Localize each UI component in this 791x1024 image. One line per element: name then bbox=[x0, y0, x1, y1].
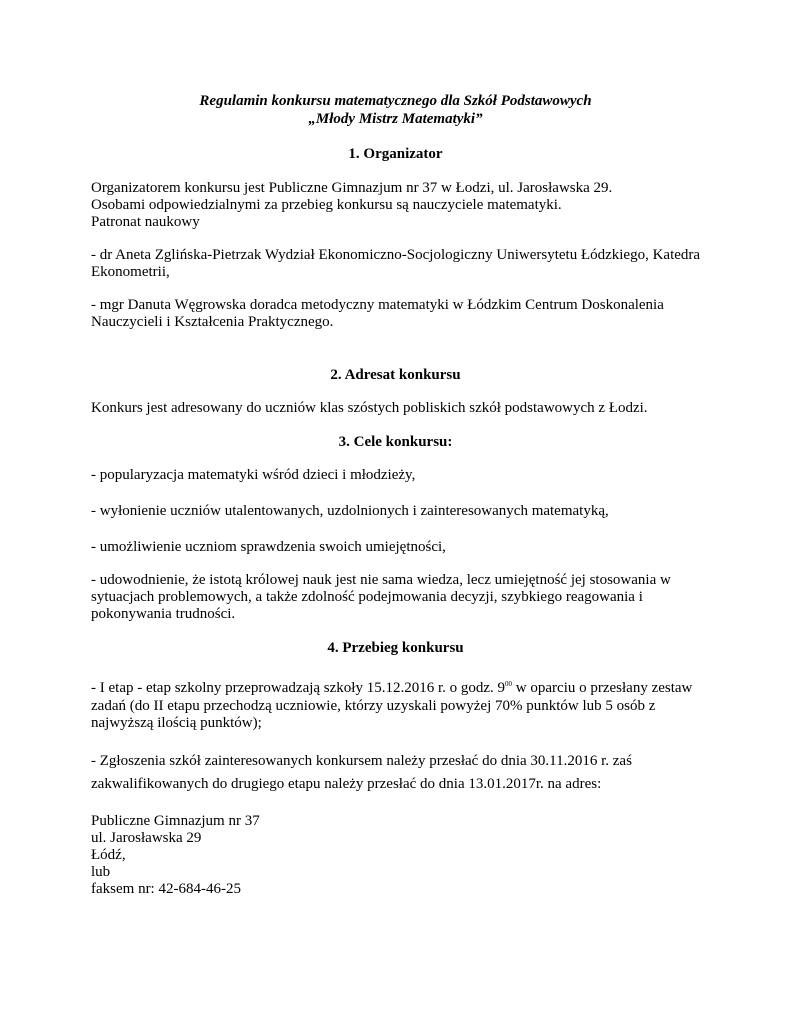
patron-line: - dr Aneta Zglińska-Pietrzak Wydział Ekonomiczno-Socjologiczny Uniwersytetu Łódzkiego, Katedra bbox=[91, 247, 701, 263]
registration-line: - Zgłoszenia szkół zainteresowanych konkursem należy przesłać do dnia 30.11.2016 r. zaś bbox=[91, 753, 632, 769]
organizer-line: Patronat naukowy bbox=[91, 214, 200, 230]
section-heading-addressee: 2. Adresat konkursu bbox=[330, 367, 461, 383]
goal-item: - umożliwienie uczniom sprawdzenia swoich umiejętności, bbox=[91, 539, 446, 555]
document-title-line2: „Młody Mistrz Matematyki” bbox=[308, 111, 483, 127]
goal-item: - wyłonienie uczniów utalentowanych, uzdolnionych i zainteresowanych matematyką, bbox=[91, 503, 609, 519]
stage1-suffix: w oparciu o przesłany zestaw bbox=[512, 680, 693, 696]
organizer-line: Osobami odpowiedzialnymi za przebieg konkursu są nauczyciele matematyki. bbox=[91, 197, 562, 213]
stage1-prefix: - I etap - etap szkolny przeprowadzają szkoły 15.12.2016 r. o godz. 9 bbox=[91, 680, 506, 696]
stage1-line: zadań (do II etapu przechodzą uczniowie, którzy uzyskali powyżej 70% punktów lub 5 osób z bbox=[91, 698, 656, 714]
addressee-text: Konkurs jest adresowany do uczniów klas szóstych pobliskich szkół podstawowych z Łodzi. bbox=[91, 400, 648, 416]
section-heading-course: 4. Przebieg konkursu bbox=[327, 640, 464, 656]
goal-item: - udowodnienie, że istotą królowej nauk jest nie sama wiedza, lecz umiejętność jej stosowania w bbox=[91, 572, 671, 588]
stage1-time-superscript: 00 bbox=[505, 680, 513, 688]
address-line: Publiczne Gimnazjum nr 37 bbox=[91, 813, 260, 829]
section-heading-goals: 3. Cele konkursu: bbox=[338, 434, 453, 450]
goal-item: - popularyzacja matematyki wśród dzieci i młodzieży, bbox=[91, 467, 416, 483]
goal-item: pokonywania trudności. bbox=[91, 606, 236, 622]
organizer-line: Organizatorem konkursu jest Publiczne Gimnazjum nr 37 w Łodzi, ul. Jarosławska 29. bbox=[91, 180, 613, 196]
document-title-line1: Regulamin konkursu matematycznego dla Szkół Podstawowych bbox=[199, 93, 592, 109]
address-line: Łódź, bbox=[91, 847, 126, 863]
address-line: ul. Jarosławska 29 bbox=[91, 830, 202, 846]
section-heading-organizer: 1. Organizator bbox=[348, 146, 443, 162]
stage1-line bbox=[91, 679, 692, 697]
patron-line: Ekonometrii, bbox=[91, 264, 170, 280]
patron-line: - mgr Danuta Węgrowska doradca metodyczny matematyki w Łódzkim Centrum Doskonalenia bbox=[91, 297, 664, 313]
patron-line: Nauczycieli i Kształcenia Praktycznego. bbox=[91, 314, 334, 330]
address-line: lub bbox=[91, 864, 111, 880]
goal-item: sytuacjach problemowych, a także zdolność podejmowania decyzji, szybkiego reagowania i bbox=[91, 589, 643, 605]
stage1-line: najwyższą ilością punktów); bbox=[91, 715, 262, 731]
fax-number: faksem nr: 42-684-46-25 bbox=[91, 881, 241, 897]
registration-line: zakwalifikowanych do drugiego etapu należy przesłać do dnia 13.01.2017r. na adres: bbox=[91, 776, 602, 792]
